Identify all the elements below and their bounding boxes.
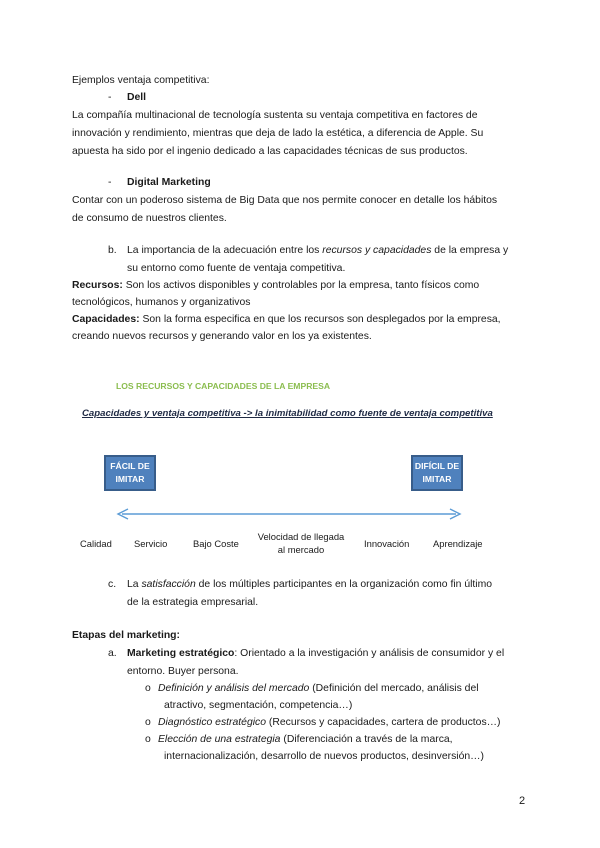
dell-bullet: - (108, 92, 112, 103)
item-b-line-1: La importancia de la adecuación entre los recursos y capacidades de la empresa y (127, 245, 509, 256)
label-servicio: Servicio (134, 538, 168, 549)
subitem-1-marker: o (145, 683, 151, 694)
subitem-2-marker: o (145, 717, 151, 728)
item-c-line-1: La satisfacción de los múltiples participantes en la organización como fin último (127, 579, 493, 590)
dell-title: Dell (127, 92, 147, 103)
item-c-marker: c. (108, 579, 117, 590)
digital-line-2: de consumo de nuestros clientes. (72, 213, 227, 224)
recursos-line-2: tecnológicos, humanos y organizativos (72, 297, 251, 308)
label-calidad: Calidad (80, 538, 112, 549)
subitem-2-line-1: Diagnóstico estratégico (Recursos y capacidades, cartera de productos…) (158, 717, 501, 728)
digital-bullet: - (108, 177, 112, 188)
capacidades-line-2: creando nuevos recursos y generando valor en los ya existentes. (72, 331, 372, 342)
capacidades-line-1: Capacidades: Son la forma especifica en que los recursos son desplegados por la empresa, (72, 314, 501, 325)
subitem-1-line-2: atractivo, segmentación, competencia…) (164, 700, 353, 711)
digital-title: Digital Marketing (127, 177, 211, 188)
subitem-3-marker: o (145, 734, 151, 745)
etapas-a-line-1: Marketing estratégico: Orientado a la investigación y análisis de consumidor y el (127, 648, 505, 659)
item-c-line-2: de la estrategia empresarial. (127, 597, 259, 608)
dell-line-2: innovación y rendimiento, mientras que deja de lado la estética, a diferencia de Apple. Su (72, 128, 484, 139)
page-number: 2 (519, 795, 526, 807)
diagram-subtitle: Capacidades y ventaja competitiva -> la inimitabilidad como fuente de ventaja competitiva (82, 408, 493, 419)
easy-to-imitate-box: FÁCIL DE IMITAR (104, 455, 156, 491)
diagram-heading: LOS RECURSOS Y CAPACIDADES DE LA EMPRESA (116, 381, 331, 391)
recursos-line-1: Recursos: Son los activos disponibles y controlables por la empresa, tanto físicos como (72, 280, 480, 291)
label-velocidad: Velocidad de llegada al mercado (257, 531, 345, 555)
hard-to-imitate-box: DIFÍCIL DE IMITAR (411, 455, 463, 491)
etapas-a-marker: a. (108, 648, 117, 659)
label-aprendizaje: Aprendizaje (433, 538, 483, 549)
dell-line-1: La compañía multinacional de tecnología sustenta su ventaja competitiva en factores de (72, 110, 478, 121)
etapas-a-line-2: entorno. Buyer persona. (127, 666, 239, 677)
digital-line-1: Contar con un poderoso sistema de Big Data que nos permite conocer en detalle los hábitos (72, 195, 498, 206)
subitem-3-line-2: internacionalización, desarrollo de nuevos productos, desinversión…) (164, 751, 484, 762)
label-innovacion: Innovación (364, 538, 410, 549)
dell-line-3: apuesta ha sido por el ingenio dedicado a las capacidades técnicas de sus productos. (72, 146, 468, 157)
subitem-1-line-1: Definición y análisis del mercado (Definición del mercado, análisis del (158, 683, 479, 694)
etapas-heading: Etapas del marketing: (72, 630, 180, 641)
subitem-3-line-1: Elección de una estrategia (Diferenciación a través de la marca, (158, 734, 453, 745)
examples-heading: Ejemplos ventaja competitiva: (72, 75, 210, 86)
item-b-line-2: su entorno como fuente de ventaja competitiva. (127, 263, 346, 274)
label-bajo-coste: Bajo Coste (193, 538, 239, 549)
item-b-marker: b. (108, 245, 117, 256)
